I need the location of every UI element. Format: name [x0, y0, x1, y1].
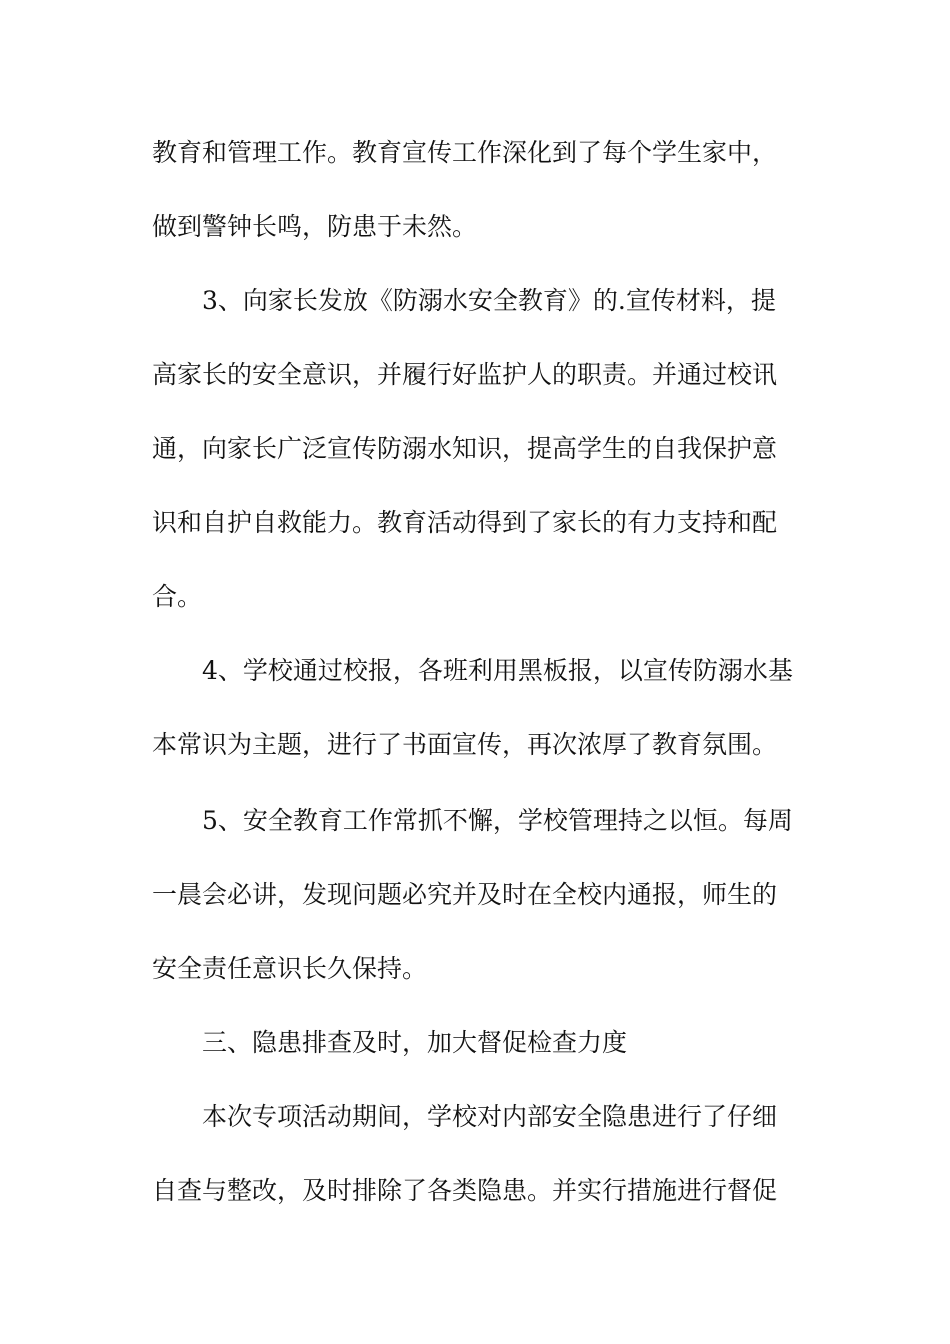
text-line-5: 通，向家长广泛宣传防溺水知识，提高学生的自我保护意 [152, 434, 778, 463]
text-line-7: 合。 [152, 582, 203, 611]
text-line-15: 自查与整改，及时排除了各类隐患。并实行措施进行督促 [152, 1176, 778, 1205]
text-line-2: 做到警钟长鸣，防患于未然。 [152, 212, 478, 241]
text-line-11: 一晨会必讲，发现问题必究并及时在全校内通报，师生的 [152, 880, 778, 909]
text-line-14: 本次专项活动期间，学校对内部安全隐患进行了仔细 [202, 1102, 778, 1131]
text-line-12: 安全责任意识长久保持。 [152, 954, 428, 983]
text-line-3: 3、向家长发放《防溺水安全教育》的.宣传材料，提 [202, 286, 776, 315]
text-line-4: 高家长的安全意识，并履行好监护人的职责。并通过校讯 [152, 360, 778, 389]
text-line-6: 识和自护自救能力。教育活动得到了家长的有力支持和配 [152, 508, 778, 537]
text-line-8: 4、学校通过校报，各班利用黑板报，以宣传防溺水基 [202, 656, 793, 685]
text-line-1: 教育和管理工作。教育宣传工作深化到了每个学生家中， [152, 138, 778, 167]
section-heading: 三、隐患排查及时，加大督促检查力度 [202, 1028, 628, 1057]
text-line-10: 5、安全教育工作常抓不懈，学校管理持之以恒。每周 [202, 806, 793, 835]
text-line-9: 本常识为主题，进行了书面宣传，再次浓厚了教育氛围。 [152, 730, 778, 759]
